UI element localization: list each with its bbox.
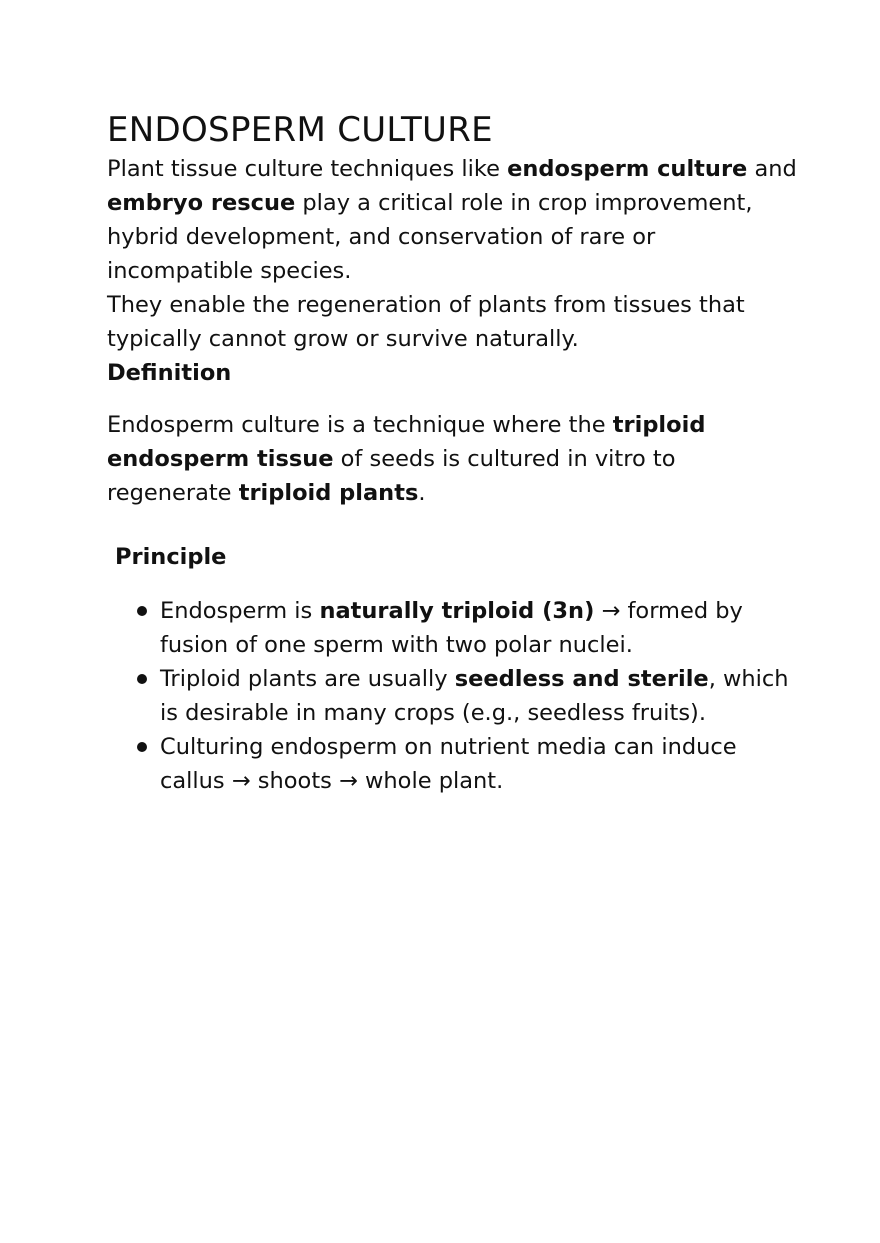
- bullet-text: Culturing endosperm on nutrient media can induce callus → shoots → whole plant.: [160, 734, 737, 794]
- document-page: [107, 108, 797, 798]
- intro-text: Plant tissue culture techniques like: [107, 156, 508, 182]
- list-item: [135, 730, 797, 798]
- intro-bold-term: endosperm culture: [507, 156, 748, 182]
- intro-paragraph-2: They enable the regeneration of plants from tissues that typically cannot grow or survive naturally.: [107, 292, 745, 352]
- principle-list: [107, 594, 797, 798]
- principle-heading: Principle: [115, 544, 227, 570]
- document-title: ENDOSPERM CULTURE: [107, 110, 493, 150]
- definition-paragraph: [107, 408, 797, 510]
- bullet-text: → formed by fusion of one sperm with two polar nuclei.: [160, 598, 743, 658]
- definition-text: of seeds is cultured in vitro to regenerate: [107, 446, 676, 506]
- intro-text: and: [747, 156, 797, 182]
- intro-paragraph: [107, 152, 797, 288]
- definition-bold-term: triploid endosperm tissue: [107, 412, 706, 472]
- bullet-icon: [137, 742, 147, 752]
- bullet-icon: [137, 674, 147, 684]
- intro-text: play a critical role in crop improvement, hybrid development, and conservation of rare or incompatible species.: [107, 190, 753, 284]
- bullet-text: , which is desirable in many crops (e.g., seedless fruits).: [160, 666, 789, 726]
- definition-bold-term: triploid plants: [238, 480, 419, 506]
- bullet-bold-term: seedless and sterile: [454, 666, 709, 692]
- bullet-icon: [137, 606, 147, 616]
- definition-text: Endosperm culture is a technique where the: [107, 412, 613, 438]
- bullet-bold-term: naturally triploid (3n): [319, 598, 595, 624]
- list-item: [135, 662, 797, 730]
- bullet-text: Endosperm is: [160, 598, 320, 624]
- intro-bold-term: embryo rescue: [107, 190, 296, 216]
- list-item: [135, 594, 797, 662]
- definition-text: .: [418, 480, 426, 506]
- definition-heading: Definition: [107, 360, 232, 386]
- bullet-text: Triploid plants are usually: [160, 666, 455, 692]
